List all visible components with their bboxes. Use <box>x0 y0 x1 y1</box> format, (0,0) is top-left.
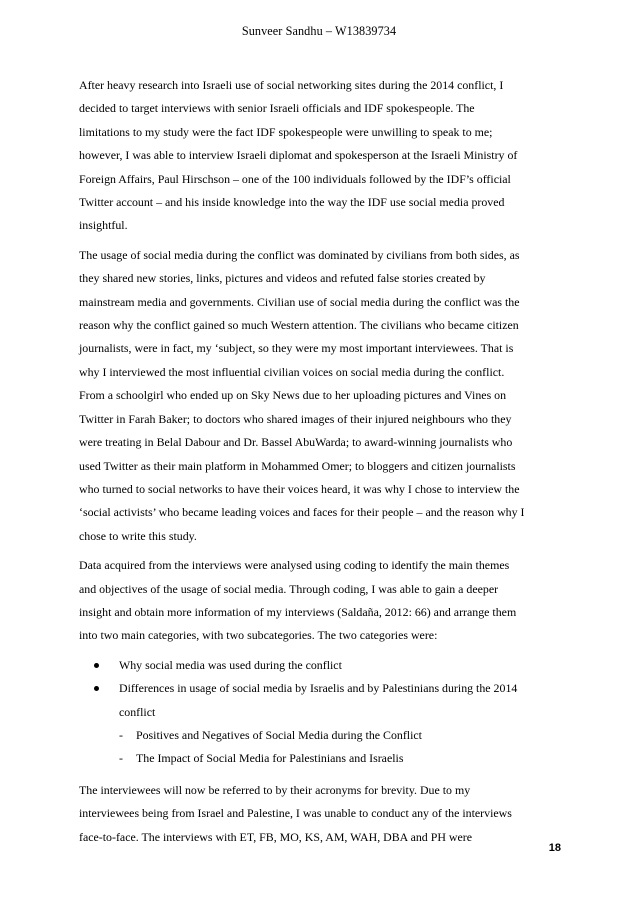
sub-list-label: Positives and Negatives of Social Media during the Conflict <box>136 727 422 742</box>
text-line: Why social media was used during the conflict <box>119 657 342 672</box>
text-line: decided to target interviews with senior Israeli officials and IDF spokespeople. The <box>79 101 475 116</box>
text-line: however, I was able to interview Israeli diplomat and spokesperson at the Israeli Ministry of <box>79 148 518 163</box>
list-item <box>79 654 569 677</box>
paragraph-interviewees <box>79 779 569 849</box>
paragraph-data-analysis <box>79 554 569 648</box>
page-header: Sunveer Sandhu – W13839734 <box>241 24 397 38</box>
text-line: conflict <box>119 704 156 719</box>
text-line: journalists, were in fact, my ‘subject, so they were my most important interviewees. That is <box>79 341 514 356</box>
text-line: ‘social activists’ who became leading voices and faces for their people – and the reason why I <box>79 505 525 520</box>
text-line: and objectives of the usage of social media. Through coding, I was able to gain a deeper <box>79 581 499 596</box>
text-line: insight and obtain more information of my interviews (Saldaña, 2012: 66) and arrange them <box>79 604 517 619</box>
text-line: interviewees being from Israel and Palestine, I was unable to conduct any of the interviews <box>79 806 512 821</box>
text-line: Data acquired from the interviews were analysed using coding to identify the main themes <box>79 558 510 573</box>
text-line: reason why the conflict gained so much Western attention. The civilians who became citizen <box>79 318 519 333</box>
text-line: who turned to social networks to have their voices heard, it was why I chose to interview the <box>79 481 520 496</box>
text-line: From a schoolgirl who ended up on Sky News due to her uploading pictures and Vines on <box>79 388 507 403</box>
text-line: face-to-face. The interviews with ET, FB, MO, KS, AM, WAH, DBA and PH were <box>79 829 472 844</box>
text-line: Differences in usage of social media by Israelis and by Palestinians during the 2014 <box>119 681 518 696</box>
bullet-icon <box>94 663 99 668</box>
sub-list-label: The Impact of Social Media for Palestinians and Israelis <box>136 751 404 766</box>
paragraph-social-media-usage <box>79 244 569 548</box>
text-line: were treating in Belal Dabour and Dr. Bassel AbuWarda; to award-winning journalists who <box>79 435 513 450</box>
dash-marker: - <box>119 727 123 742</box>
text-line: chose to write this study. <box>79 528 197 543</box>
bullet-icon <box>94 686 99 691</box>
text-line: why I interviewed the most influential civilian voices on social media during the conflict. <box>79 364 505 379</box>
dash-marker: - <box>119 751 123 766</box>
text-line: used Twitter as their main platform in Mohammed Omer; to bloggers and citizen journalists <box>79 458 516 473</box>
text-line: into two main categories, with two subcategories. The two categories were: <box>79 628 438 643</box>
list-item <box>79 677 569 724</box>
text-line: Twitter in Farah Baker; to doctors who shared images of their injured neighbours who they <box>79 411 512 426</box>
body-text <box>79 74 569 849</box>
text-line: After heavy research into Israeli use of social networking sites during the 2014 conflict, I <box>79 78 504 92</box>
category-list <box>79 654 569 771</box>
sub-list-item <box>79 724 569 747</box>
text-line: Foreign Affairs, Paul Hirschson – one of the 100 individuals followed by the IDF’s official <box>79 171 511 186</box>
text-line: Twitter account – and his inside knowledge into the way the IDF use social media proved <box>79 195 505 210</box>
text-line: The interviewees will now be referred to by their acronyms for brevity. Due to my <box>79 782 471 797</box>
sub-list-item <box>79 747 569 770</box>
paragraph-research <box>79 74 569 238</box>
text-line: limitations to my study were the fact IDF spokespeople were unwilling to speak to me; <box>79 124 493 139</box>
page-number: 18 <box>548 842 561 854</box>
text-line: they shared new stories, links, pictures and videos and refuted false stories created by <box>79 271 486 286</box>
text-line: mainstream media and governments. Civilian use of social media during the conflict was the <box>79 294 520 309</box>
text-line: The usage of social media during the conflict was dominated by civilians from both sides, as <box>79 247 520 262</box>
text-line: insightful. <box>79 218 128 233</box>
